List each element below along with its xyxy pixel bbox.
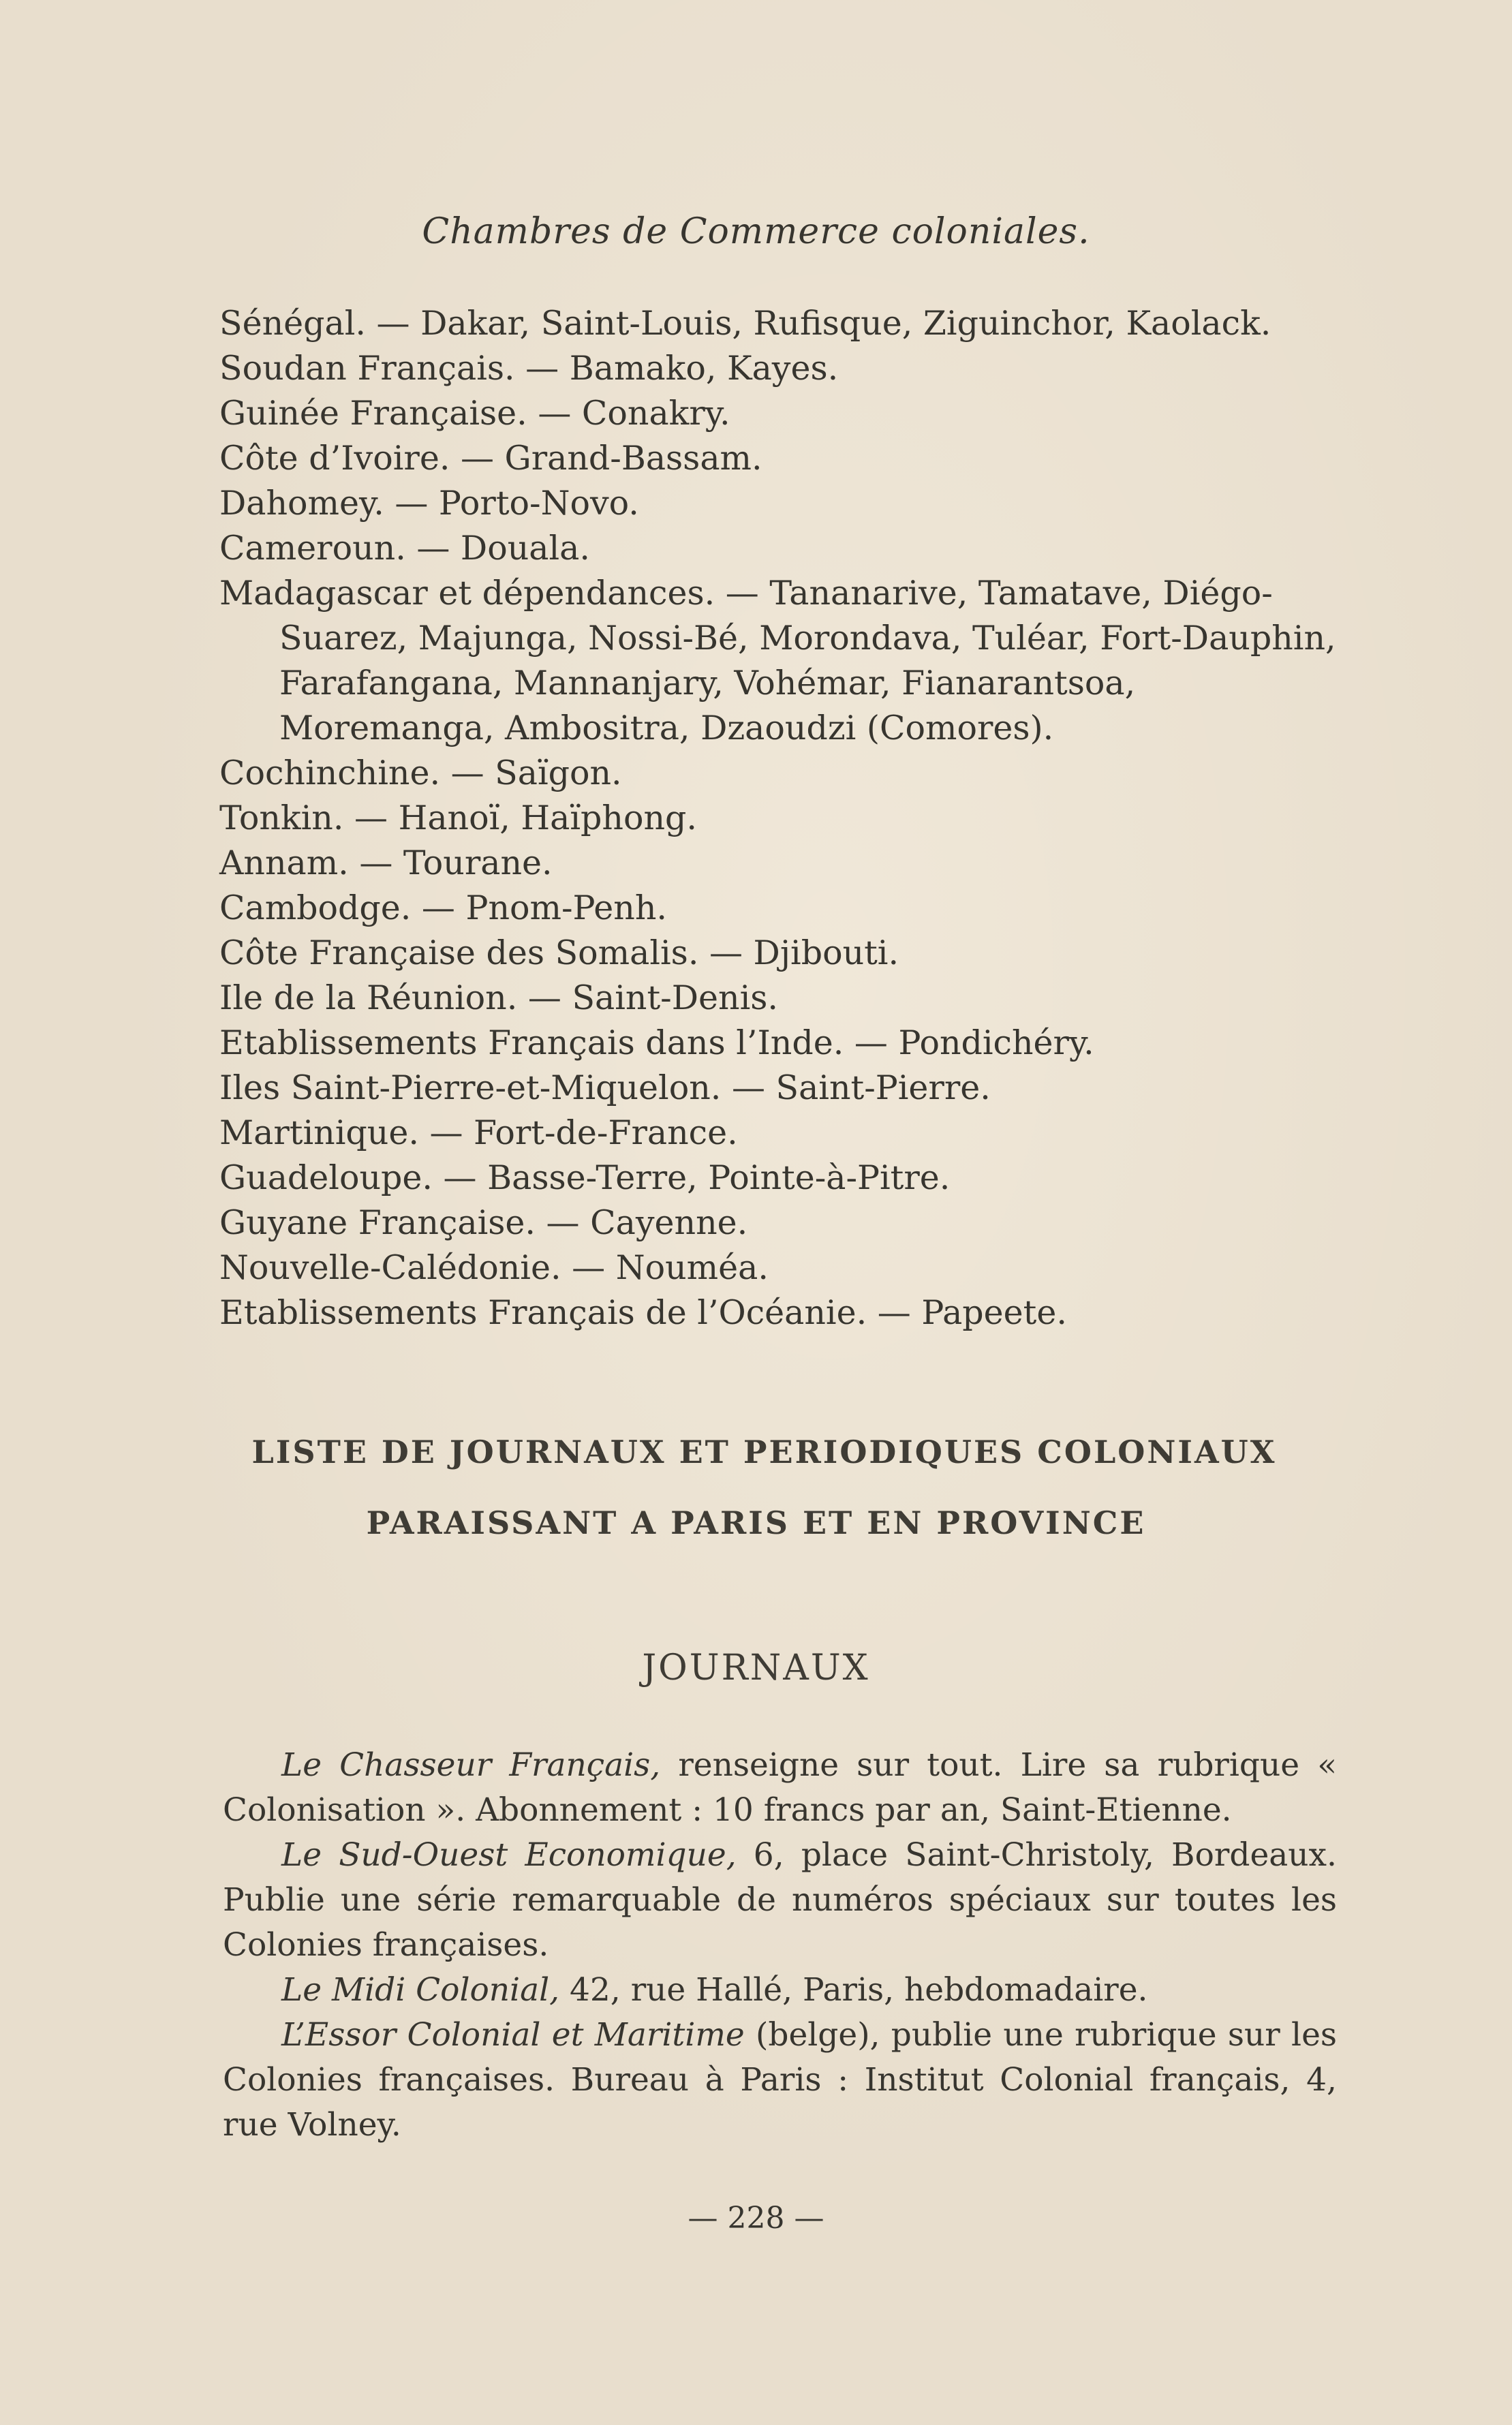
periodicals-heading-line-2: PARAISSANT A PARIS ET EN PROVINCE [366,1504,1146,1541]
list-item: Iles Saint-Pierre-et-Miquelon. — Saint-Pierre. [219,1068,991,1107]
journal-name: Le Sud-Ouest Economique, [281,1836,737,1874]
list-item: Nouvelle-Calédonie. — Nouméa. [219,1248,769,1287]
journal-description: 42, rue Hallé, Paris, hebdomadaire. [559,1971,1148,2009]
journal-description: renseigne sur tout. Lire sa rubrique « Colonisation ». Abonnement : 10 francs par an, Saint-Etienne. [223,1746,1337,1829]
list-item: Côte d’Ivoire. — Grand-Bassam. [219,439,762,478]
journal-name: Le Chasseur Français, [281,1746,661,1784]
journals-section-title: JOURNAUX [642,1648,870,1688]
list-item: Dahomey. — Porto-Novo. [219,484,639,523]
list-item: Tonkin. — Hanoï, Haïphong. [219,799,697,837]
list-item: Cochinchine. — Saïgon. [219,754,622,792]
list-item: Martinique. — Fort-de-France. [219,1113,738,1152]
journal-entry [223,1833,1337,1968]
periodicals-heading-line-1: LISTE DE JOURNAUX ET PERIODIQUES COLONIAUX [251,1434,1277,1470]
list-item: Soudan Français. — Bamako, Kayes. [219,349,839,388]
list-item: Madagascar et dépendances. — Tananarive, Tamatave, Diégo-Suarez, Majunga, Nossi-Bé, Morondava, Tuléar, Fort-Dauphin, Farafangana, Mannanjary, Vohémar, Fianarantsoa, Moremanga, Ambositra, Dzaoudzi (Comores). [219,574,1336,747]
page-number: — 228 — [688,2201,824,2236]
journals-list [223,1743,1337,2148]
list-item: Guadeloupe. — Basse-Terre, Pointe-à-Pitre. [219,1158,951,1197]
journal-name: L’Essor Colonial et Maritime [281,2016,745,2054]
list-item: Guinée Française. — Conakry. [219,394,730,433]
list-item: Cameroun. — Douala. [219,529,590,568]
chambers-list [219,301,1337,1335]
list-item: Annam. — Tourane. [219,844,553,882]
journal-description: 6, place Saint-Christoly, Bordeaux. Publie une série remarquable de numéros spéciaux sur toutes les Colonies françaises. [223,1836,1337,1964]
chambers-title: Chambres de Commerce coloniales. [422,211,1090,252]
list-item: Ile de la Réunion. — Saint-Denis. [219,978,778,1017]
list-item: Guyane Française. — Cayenne. [219,1203,748,1242]
list-item: Etablissements Français dans l’Inde. — Pondichéry. [219,1023,1094,1062]
list-item: Cambodge. — Pnom-Penh. [219,889,668,927]
journal-entry [223,1743,1337,1833]
journal-description: (belge), publie une rubrique sur les Colonies françaises. Bureau à Paris : Institut Colonial français, 4, rue Volney. [223,2016,1338,2144]
list-item: Côte Française des Somalis. — Djibouti. [219,933,899,972]
journal-entry [223,2013,1337,2148]
list-item: Etablissements Français de l’Océanie. — Papeete. [219,1293,1067,1332]
journal-name: Le Midi Colonial, [281,1971,560,2009]
journal-entry [223,1968,1337,2013]
list-item: Sénégal. — Dakar, Saint-Louis, Rufisque, Ziguinchor, Kaolack. [219,304,1271,343]
